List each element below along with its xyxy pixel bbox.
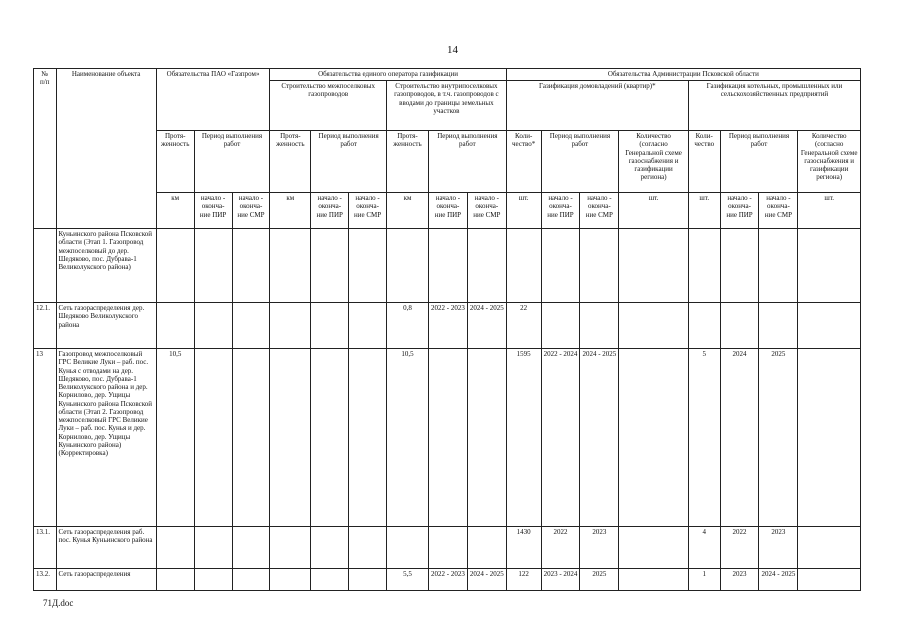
row-cell: 2024 xyxy=(720,349,759,527)
row-cell xyxy=(232,349,270,527)
row-cell: 1595 xyxy=(506,349,541,527)
unit-sht: шт. xyxy=(798,193,861,229)
unit-smr: начало - оконча- ние СМР xyxy=(467,193,506,229)
row-object-name: Куньинского района Псковской области (Этап 1. Газопровод межпоселковый до дер. Шедяково, пос. Дубрава-1 Великолукского района) xyxy=(56,229,156,303)
row-cell xyxy=(619,303,689,349)
row-cell xyxy=(349,527,387,569)
row-cell xyxy=(232,303,270,349)
row-cell xyxy=(428,527,467,569)
row-cell xyxy=(720,229,759,303)
row-cell: 0,8 xyxy=(387,303,429,349)
row-cell: 2022 - 2023 xyxy=(428,303,467,349)
unit-pir: начало - оконча- ние ПИР xyxy=(194,193,232,229)
row-cell xyxy=(311,229,349,303)
row-cell: 2023 - 2024 xyxy=(541,569,580,591)
row-cell xyxy=(467,229,506,303)
row-cell: 2024 - 2025 xyxy=(467,569,506,591)
header-qty-scheme: Количество (согласно Генеральной схеме газоснабжения и газификации региона) xyxy=(798,131,861,193)
header-count-star: Коли- чество* xyxy=(506,131,541,193)
row-cell: 2024 - 2025 xyxy=(580,349,619,527)
unit-sht: шт. xyxy=(619,193,689,229)
header-adm-households: Газификация домовладений (квартир)* xyxy=(506,81,688,131)
header-num: № п/п xyxy=(34,69,57,229)
unit-smr: начало - оконча- ние СМР xyxy=(232,193,270,229)
row-cell: 2024 - 2025 xyxy=(759,569,798,591)
header-count: Коли- чество xyxy=(688,131,720,193)
row-cell xyxy=(194,349,232,527)
row-cell xyxy=(541,303,580,349)
footer-filename: 71Д.doc xyxy=(43,598,74,608)
row-cell xyxy=(759,229,798,303)
row-cell xyxy=(156,303,194,349)
header-qty-scheme: Количество (согласно Генеральной схеме газоснабжения и газификации региона) xyxy=(619,131,689,193)
row-cell xyxy=(619,527,689,569)
unit-pir: начало - оконча- ние ПИР xyxy=(541,193,580,229)
unit-sht: шт. xyxy=(506,193,541,229)
row-cell: 2022 - 2024 xyxy=(541,349,580,527)
row-cell xyxy=(619,569,689,591)
unit-smr: начало - оконча- ние СМР xyxy=(759,193,798,229)
row-cell xyxy=(798,569,861,591)
row-cell xyxy=(349,229,387,303)
row-cell xyxy=(270,349,311,527)
row-cell xyxy=(798,349,861,527)
row-cell: 2022 xyxy=(541,527,580,569)
row-cell xyxy=(194,303,232,349)
header-period: Период выполнения работ xyxy=(194,131,270,193)
row-cell xyxy=(156,229,194,303)
unit-pir: начало - оконча- ние ПИР xyxy=(428,193,467,229)
unit-km: км xyxy=(270,193,311,229)
header-name: Наименование объекта xyxy=(56,69,156,229)
row-number: 13.2. xyxy=(34,569,57,591)
row-cell: 1 xyxy=(688,569,720,591)
row-cell xyxy=(349,349,387,527)
row-cell xyxy=(270,303,311,349)
table-body xyxy=(34,229,861,591)
row-cell: 5,5 xyxy=(387,569,429,591)
row-cell xyxy=(759,303,798,349)
row-cell xyxy=(720,303,759,349)
row-cell: 2024 - 2025 xyxy=(467,303,506,349)
row-cell: 2022 xyxy=(720,527,759,569)
row-cell xyxy=(467,349,506,527)
row-cell xyxy=(428,229,467,303)
table-row xyxy=(34,349,861,527)
unit-smr: начало - оконча- ние СМР xyxy=(349,193,387,229)
row-cell xyxy=(349,303,387,349)
row-cell xyxy=(688,229,720,303)
row-cell xyxy=(270,569,311,591)
table-row xyxy=(34,527,861,569)
row-cell xyxy=(232,569,270,591)
row-cell xyxy=(428,349,467,527)
row-cell: 1430 xyxy=(506,527,541,569)
header-length: Протя- женность xyxy=(270,131,311,193)
row-cell xyxy=(194,569,232,591)
row-cell xyxy=(688,303,720,349)
table-row xyxy=(34,303,861,349)
row-cell xyxy=(311,569,349,591)
row-cell xyxy=(270,229,311,303)
header-period: Период выполнения работ xyxy=(428,131,506,193)
header-adm-boilers: Газификация котельных, промышленных или сельскохозяйственных предприятий xyxy=(688,81,860,131)
row-number: 13.1. xyxy=(34,527,57,569)
row-object-name: Сеть газораспределения xyxy=(56,569,156,591)
header-period: Период выполнения работ xyxy=(541,131,619,193)
row-cell xyxy=(506,229,541,303)
row-object-name: Сеть газораспределения дер. Шедяково Великолукского района xyxy=(56,303,156,349)
row-cell xyxy=(232,527,270,569)
header-length: Протя- женность xyxy=(387,131,429,193)
row-cell xyxy=(387,229,429,303)
row-cell xyxy=(311,303,349,349)
row-cell: 4 xyxy=(688,527,720,569)
row-cell xyxy=(467,527,506,569)
row-cell: 122 xyxy=(506,569,541,591)
row-cell xyxy=(580,229,619,303)
table-row xyxy=(34,569,861,591)
unit-sht: шт. xyxy=(688,193,720,229)
row-cell xyxy=(580,303,619,349)
header-period: Период выполнения работ xyxy=(720,131,798,193)
row-cell xyxy=(232,229,270,303)
row-cell: 2023 xyxy=(580,527,619,569)
table-row xyxy=(34,229,861,303)
row-cell: 10,5 xyxy=(387,349,429,527)
row-cell: 2023 xyxy=(720,569,759,591)
row-number: 12.1. xyxy=(34,303,57,349)
row-number: 13 xyxy=(34,349,57,527)
unit-pir: начало - оконча- ние ПИР xyxy=(720,193,759,229)
row-cell xyxy=(387,527,429,569)
row-cell: 2025 xyxy=(759,349,798,527)
header-op-intrapoint: Строительство внутрипоселковых газопроводов, в т.ч. газопроводов с вводами до границы земельных участков xyxy=(387,81,507,131)
obligations-table xyxy=(33,68,861,591)
row-cell xyxy=(619,349,689,527)
row-cell: 2025 xyxy=(580,569,619,591)
unit-smr: начало - оконча- ние СМР xyxy=(580,193,619,229)
header-administration: Обязательства Администрации Псковской области xyxy=(506,69,860,81)
row-cell xyxy=(798,229,861,303)
row-cell xyxy=(311,527,349,569)
row-object-name: Сеть газораспределения раб. пос. Кунья Куньинского района xyxy=(56,527,156,569)
header-period: Период выполнения работ xyxy=(311,131,387,193)
row-cell xyxy=(311,349,349,527)
row-cell xyxy=(270,527,311,569)
row-cell: 5 xyxy=(688,349,720,527)
row-cell: 2022 - 2023 xyxy=(428,569,467,591)
header-op-interpoint: Строительство межпоселковых газопроводов xyxy=(270,81,387,131)
row-cell xyxy=(156,569,194,591)
row-cell xyxy=(798,303,861,349)
row-number xyxy=(34,229,57,303)
unit-pir: начало - оконча- ние ПИР xyxy=(311,193,349,229)
row-cell xyxy=(619,229,689,303)
row-object-name: Газопровод межпоселковый ГРС Великие Луки – раб. пос. Кунья с отводами на дер. Шедяково, пос. Дубрава-1 Великолукского района и дер. Корнилово, дер. Ущицы Куньинского района Псковской области (Этап 2. Газопровод межпоселковый ГРС Великие Луки – раб. пос. Кунья и дер. Корнилово, дер. Ущицы Куньинского района) (Корректировка) xyxy=(56,349,156,527)
row-cell xyxy=(798,527,861,569)
header-gazprom: Обязательства ПАО «Газпром» xyxy=(156,69,270,131)
row-cell: 2023 xyxy=(759,527,798,569)
row-cell xyxy=(194,229,232,303)
row-cell xyxy=(194,527,232,569)
row-cell xyxy=(541,229,580,303)
row-cell: 22 xyxy=(506,303,541,349)
row-cell xyxy=(156,527,194,569)
page-number: 14 xyxy=(447,44,458,56)
unit-km: км xyxy=(156,193,194,229)
row-cell: 10,5 xyxy=(156,349,194,527)
header-length: Протя- женность xyxy=(156,131,194,193)
unit-km: км xyxy=(387,193,429,229)
row-cell xyxy=(349,569,387,591)
header-operator: Обязательства единого оператора газификации xyxy=(270,69,506,81)
